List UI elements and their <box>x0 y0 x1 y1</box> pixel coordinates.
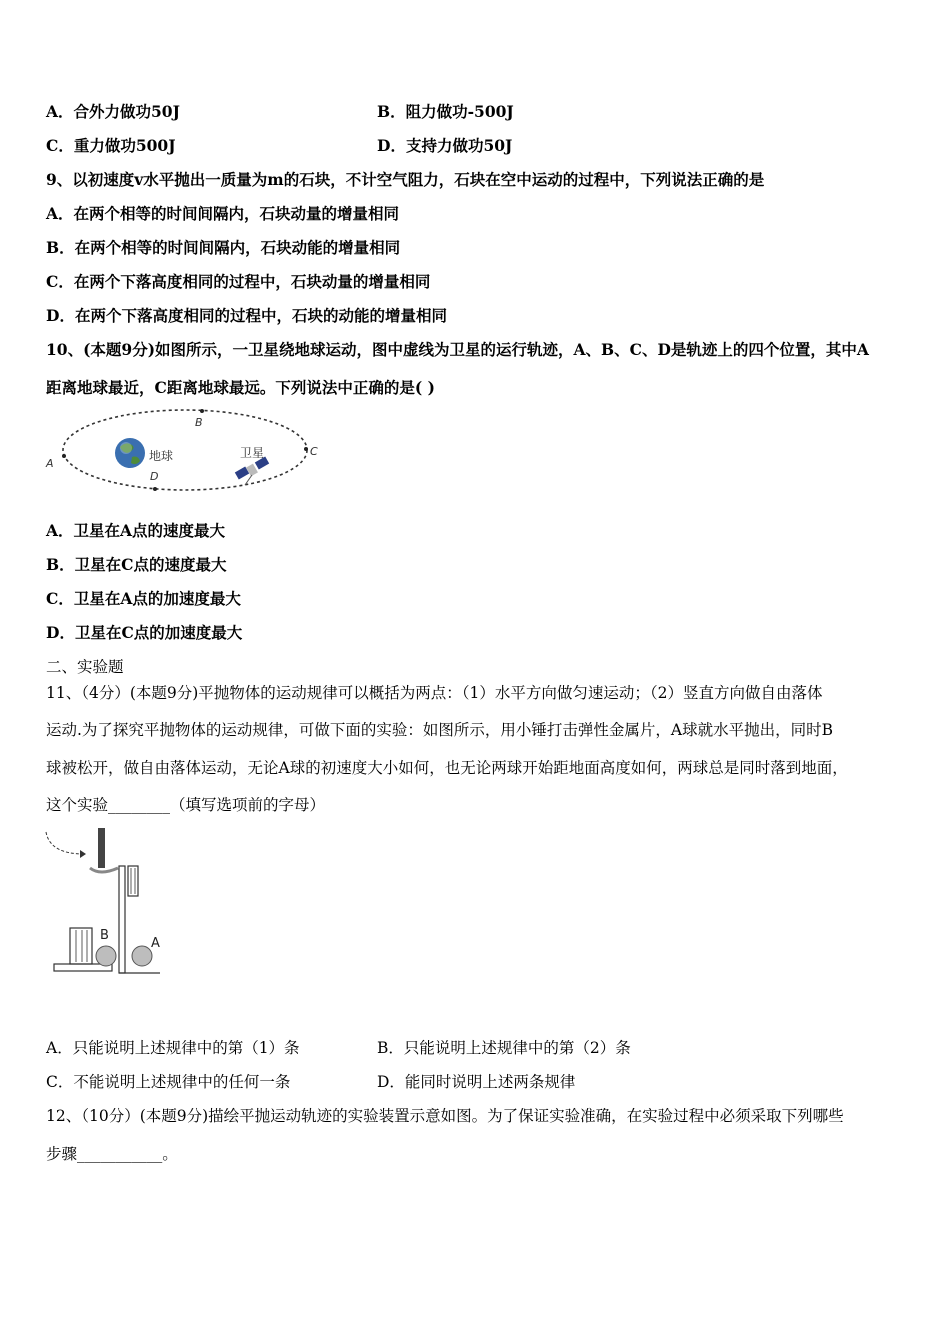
holder-b <box>70 928 92 964</box>
q11-line4: 这个实验________（填写选项前的字母） <box>46 796 326 814</box>
arrow-head-icon <box>80 850 86 858</box>
swing-arc <box>46 832 84 854</box>
ball-a <box>132 946 152 966</box>
label-b: B <box>195 416 203 429</box>
metal-plate <box>128 866 138 896</box>
q9-stem: 9、以初速度v水平抛出一质量为m的石块，不计空气阻力，石块在空中运动的过程中，下列说法正确的是 <box>46 170 765 189</box>
point-a-dot <box>62 454 66 458</box>
q11-option-b: B．只能说明上述规律中的第（2）条 <box>377 1039 631 1057</box>
free-fall-apparatus-figure <box>44 826 174 978</box>
label-d: D <box>150 470 159 483</box>
section-heading: 二、实验题 <box>46 658 124 676</box>
q8-option-a: A．合外力做功50J <box>46 102 180 121</box>
label-ball-a: A <box>151 936 160 951</box>
q10-stem-line2: 距离地球最近，C距离地球最远。下列说法中正确的是( ) <box>46 378 435 397</box>
q9-option-c: C．在两个下落高度相同的过程中，石块动量的增量相同 <box>46 272 431 291</box>
q11-line3: 球被松开，做自由落体运动，无论A球的初速度大小如何，也无论两球开始距地面高度如何，两球总是同时落到地面， <box>46 759 848 777</box>
q10-stem-line1: 10、(本题9分)如图所示，一卫星绕地球运动，图中虚线为卫星的运行轨迹，A、B、C、D是轨迹上的四个位置，其中A <box>46 340 869 359</box>
support-post <box>119 866 125 973</box>
satellite-orbit-figure <box>40 405 330 500</box>
label-a: A <box>46 457 54 470</box>
q8-option-c: C．重力做功500J <box>46 136 176 155</box>
ball-b <box>96 946 116 966</box>
label-ball-b: B <box>100 928 109 943</box>
point-b-dot <box>200 409 204 413</box>
q9-option-d: D．在两个下落高度相同的过程中，石块的动能的增量相同 <box>46 306 447 325</box>
earth-label: 地球 <box>149 449 174 463</box>
q9-option-b: B．在两个相等的时间间隔内，石块动能的增量相同 <box>46 238 401 257</box>
hammer-icon <box>90 828 118 872</box>
q11-option-c: C．不能说明上述规律中的任何一条 <box>46 1073 291 1091</box>
q8-option-d: D．支持力做功50J <box>377 136 513 155</box>
q11-line2: 运动.为了探究平抛物体的运动规律，可做下面的实验：如图所示，用小锤打击弹性金属片，A球就水平抛出，同时B <box>46 721 834 739</box>
q12-line2: 步骤___________。 <box>46 1145 178 1163</box>
q9-option-a: A．在两个相等的时间间隔内，石块动量的增量相同 <box>46 204 400 223</box>
q10-option-c: C．卫星在A点的加速度最大 <box>46 589 241 608</box>
q10-option-b: B．卫星在C点的速度最大 <box>46 555 227 574</box>
q10-option-d: D．卫星在C点的加速度最大 <box>46 623 243 642</box>
satellite-label: 卫星 <box>240 446 265 460</box>
q8-option-b: B．阻力做功-500J <box>377 102 514 121</box>
orbit-ellipse <box>63 410 307 490</box>
point-c-dot <box>304 447 308 451</box>
q11-option-a: A．只能说明上述规律中的第（1）条 <box>46 1039 300 1057</box>
q11-line1: 11、（4分）(本题9分)平抛物体的运动规律可以概括为两点：（1）水平方向做匀速运动；（2）竖直方向做自由落体 <box>46 684 823 702</box>
label-c: C <box>310 445 318 458</box>
point-d-dot <box>153 487 157 491</box>
earth-icon <box>115 438 145 468</box>
q11-option-d: D．能同时说明上述两条规律 <box>377 1073 576 1091</box>
q12-line1: 12、（10分）(本题9分)描绘平抛运动轨迹的实验装置示意如图。为了保证实验准确，在实验过程中必须采取下列哪些 <box>46 1107 844 1125</box>
q10-option-a: A．卫星在A点的速度最大 <box>46 521 226 540</box>
